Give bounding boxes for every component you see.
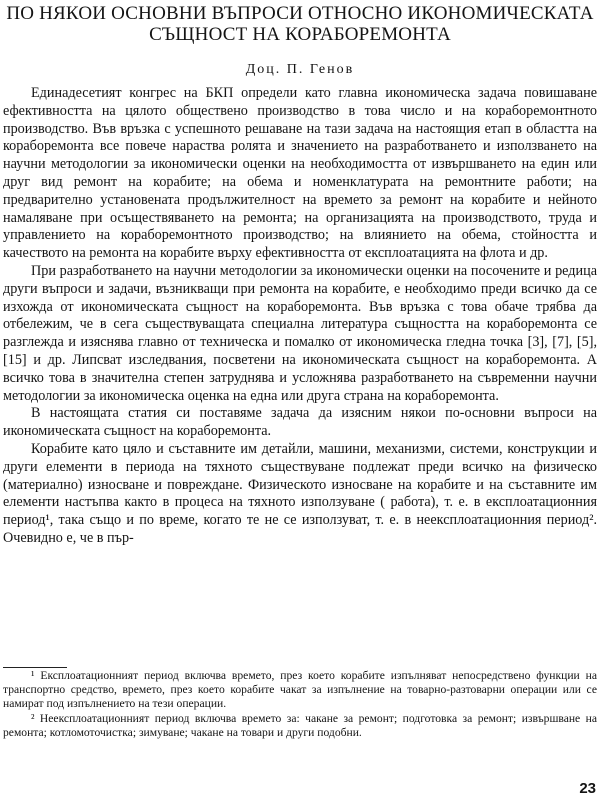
body-paragraph-3: В настоящата статия си поставяме задача да изясним някои по-основни въпроси на икономическата същност на кораборемонта. — [3, 405, 597, 440]
article-title-line-2: СЪЩНОСТ НА КОРАБОРЕМОНТА — [149, 24, 451, 45]
footnote-2: ² Неексплоатационният период включва времето за: чакане за ремонт; подготовка за ремонт; извършване на ремонта; котломоточистка; зимуване; чакане на товари и други подобни. — [3, 711, 597, 739]
page-number: 23 — [579, 780, 596, 797]
article-body — [3, 85, 597, 548]
article-title-line-1: ПО НЯКОИ ОСНОВНИ ВЪПРОСИ ОТНОСНО ИКОНОМИЧЕСКАТА — [6, 3, 594, 24]
body-paragraph-2: При разработването на научни методологии за икономически оценки на посочените и редица други въпроси и задачи, възникващи при ремонта на корабите, е необходимо преди всичко да се изхожда от икономическата същност на кораборемонта. Във връзка с това обаче трябва да отбележим, че в сега съществуващата специална литература същността на кораборемонта се разглежда и изяснява главно от техническа и помалко от икономическа гледна точка [3], [7], [5], [15] и др. Липсват изследвания, посветени на икономическата същност на кораборемонта. А всичко това в значителна степен затруднява и усложнява разработването на съвременни научни методологии за икономическа оценка на една или друга страна на кораборемонта. — [3, 262, 597, 404]
body-paragraph-4: Корабите като цяло и съставните им детайли, машини, механизми, системи, конструкции и други елементи в периода на тяхното съществуване подлежат преди всичко на физическо (материално) износване и повреждане. Физическото износване на корабите и на съставните им елементи настъпва както в процеса на тяхното използуване ( работа), т. е. в експлоатационния период¹, така също и по време, когато те не се използуват, т. е. в неексплоатационния период². Очевидно е, че в пър- — [3, 440, 597, 546]
article-author: Доц. П. Генов — [245, 62, 355, 77]
footnotes — [3, 669, 597, 740]
article-title — [0, 0, 600, 45]
body-paragraph-1: Единадесетият конгрес на БКП определи като главна икономическа задача повишаване ефективността на цялото обществено производство в това число и на кораборемонтното производство. Във връзка с успешното решаване на тази задача на настоящия етап в областта на кораборемонта все повече нараства ролята и значението на разработването и използването на научни методологии за икономически оценки на необходимостта от извършването на един или друг вид ремонт на корабите; на обема и номенклатурата на ремонтните работи; на предварително установената продължителност на времето за ремонт на корабите и нейното намаляване при осъществяването на ремонта; на организацията на производството, труда и управлението на кораборемонтното производство; на влиянието на обема, стойността и качеството на ремонта на корабите върху ефективността от експлоатацията на флота и др. — [3, 85, 597, 262]
footnote-divider — [3, 667, 67, 668]
footnote-1: ¹ Експлоатационният период включва времето, през което корабите изпълняват непосредствено функции на транспортно средство, времето, през което корабите чакат за изпълнение на товарно-разтоварни операции или се намират под изпълнението на тези операции. — [3, 669, 597, 711]
